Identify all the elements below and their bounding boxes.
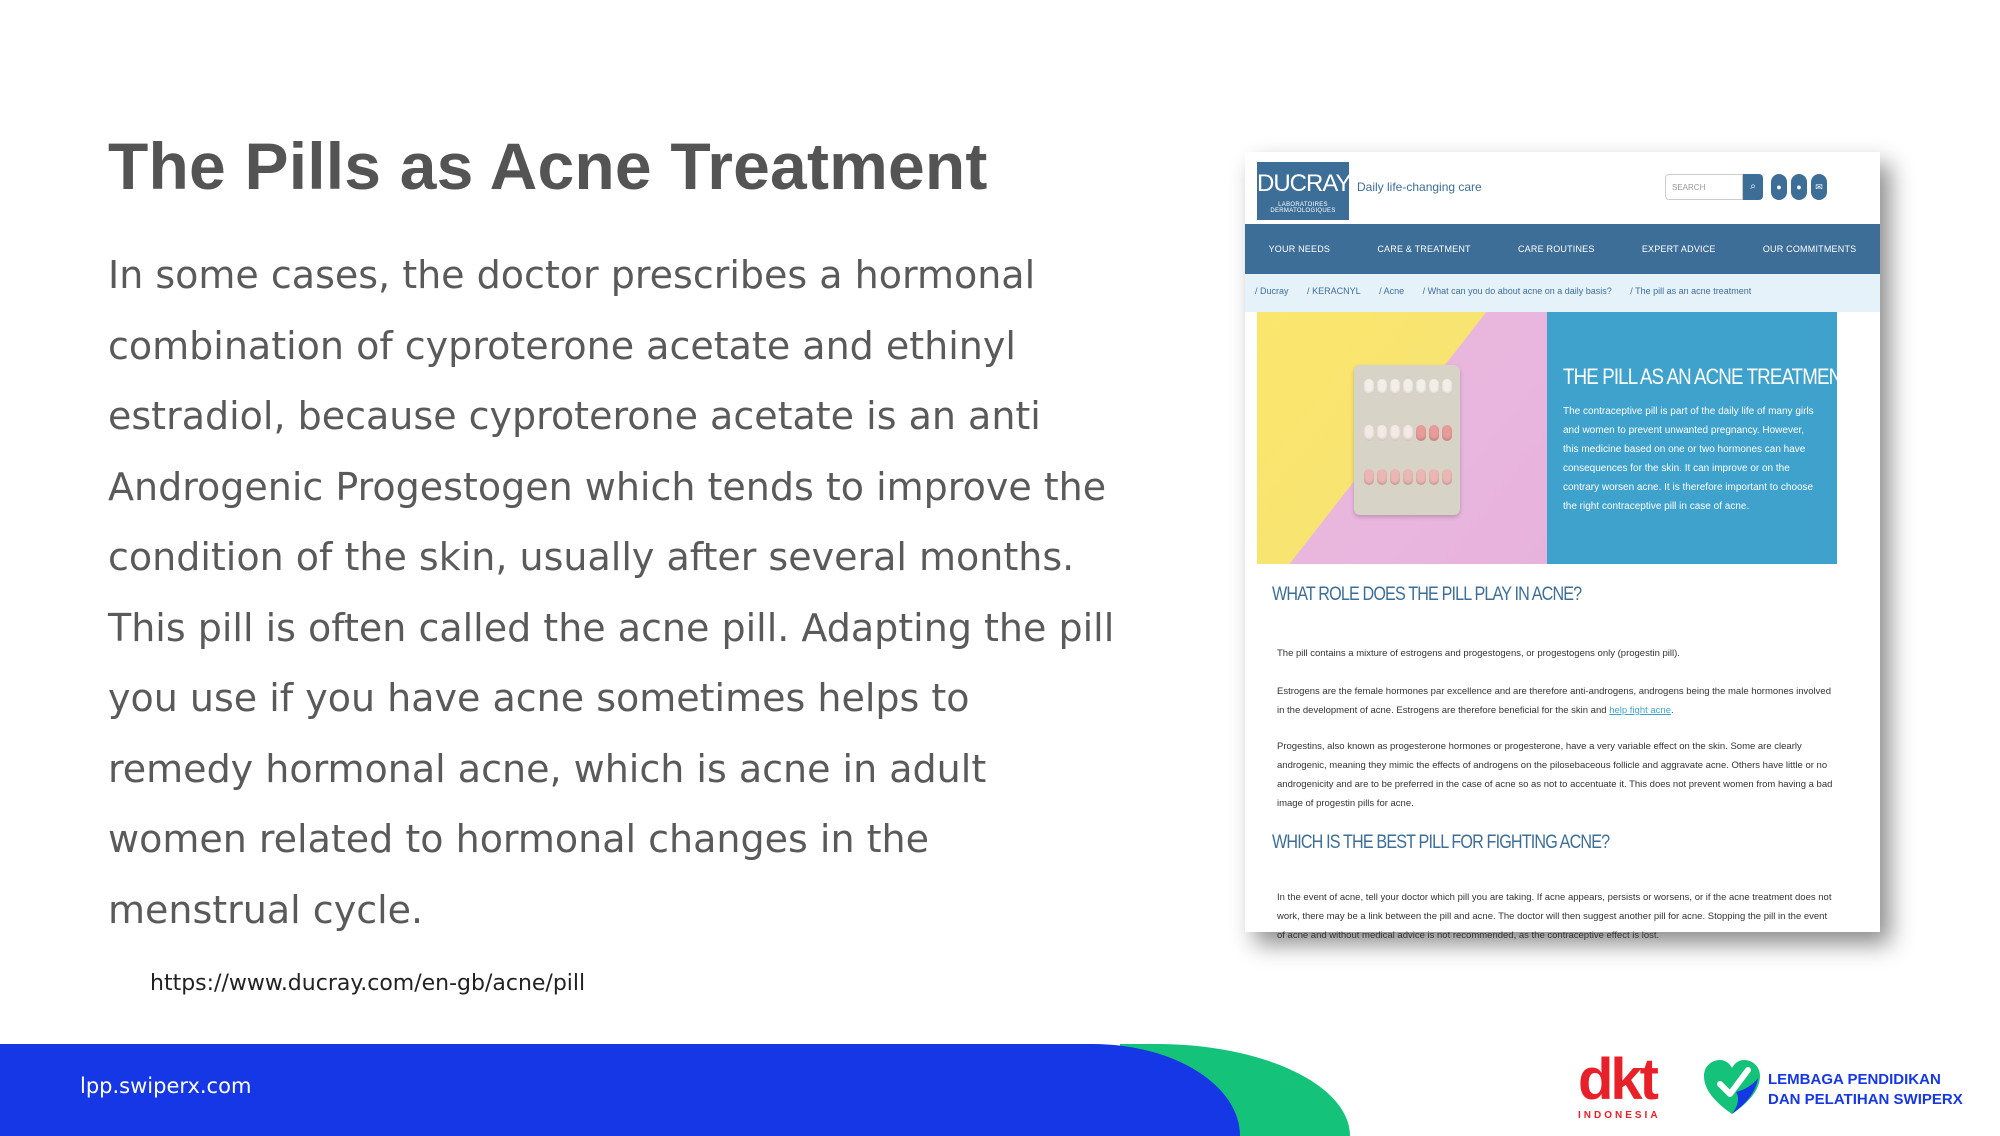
pill-dot — [1364, 379, 1374, 395]
pill-blister-pack — [1354, 365, 1460, 515]
paragraph-end: . — [1670, 705, 1674, 716]
pill-dot — [1429, 425, 1439, 441]
mail-icon: ✉ — [1811, 174, 1827, 200]
lembaga-line1: LEMBAGA PENDIDIKAN — [1768, 1071, 1941, 1088]
lembaga-logo — [1702, 1058, 1992, 1118]
pill-dot — [1403, 425, 1413, 441]
website-screenshot — [1245, 152, 1880, 941]
paragraph: The pill contains a mixture of estrogens and progestogens, or progestogens only (progestin pill). — [1277, 648, 1680, 659]
nav-item-advice: EXPERT ADVICE — [1641, 244, 1716, 254]
ducray-tagline: Daily life-changing care — [1357, 180, 1482, 194]
crumb: What can you do about acne on a daily basis? — [1427, 286, 1612, 296]
pill-dot — [1377, 425, 1387, 441]
pill-pack-image — [1257, 312, 1547, 564]
pill-dot — [1416, 379, 1426, 395]
crumb: Ducray — [1260, 286, 1289, 296]
pill-dot — [1442, 425, 1452, 441]
source-link[interactable]: https://www.ducray.com/en-gb/acne/pill — [150, 971, 586, 996]
footer-url[interactable]: lpp.swiperx.com — [80, 1074, 252, 1098]
hero-description: The contraceptive pill is part of the daily life of many girls and women to prevent unwanted pregnancy. However, this medicine based on one or two hormones can have consequences for the skin. It can improve or on the contrary worsen acne. It is therefore important to choose the right contraceptive pill in case of acne. — [1563, 406, 1814, 512]
search-icon: ⌕ — [1743, 174, 1763, 200]
screenshot-nav — [1245, 224, 1880, 274]
nav-item-needs: YOUR NEEDS — [1268, 244, 1331, 254]
heart-shield-icon — [1702, 1058, 1762, 1118]
slide-title: The Pills as Acne Treatment — [108, 129, 988, 203]
ducray-logo-text: DUCRAY — [1257, 170, 1351, 197]
lembaga-line2: DAN PELATIHAN SWIPERX — [1768, 1091, 1963, 1108]
hero-title: THE PILL AS AN ACNE TREATMENT — [1563, 364, 1852, 389]
location-icon: ● — [1771, 174, 1787, 200]
pill-dot — [1429, 379, 1439, 395]
dkt-logo-subtext: INDONESIA — [1578, 1110, 1661, 1121]
ducray-logo-subtext: LABORATOIRES DERMATOLOGIQUES — [1270, 202, 1336, 214]
nav-item-care: CARE & TREATMENT — [1377, 244, 1471, 254]
dkt-logo-text: dkt — [1578, 1047, 1656, 1112]
screenshot-breadcrumb: / Ducray / KERACNYL / Acne / What can you do about acne on a daily basis? / The pill as an acne treatment — [1245, 274, 1880, 312]
pill-dot — [1442, 379, 1452, 395]
crumb: Acne — [1383, 286, 1405, 296]
pill-dot — [1416, 469, 1426, 485]
crumb: KERACNYL — [1312, 286, 1361, 296]
crumb: The pill as an acne treatment — [1635, 286, 1752, 296]
nav-item-routines: CARE ROUTINES — [1517, 244, 1595, 254]
paragraph — [1277, 682, 1837, 720]
dkt-logo — [1578, 1047, 1670, 1126]
pill-dot — [1390, 379, 1400, 395]
paragraph: Progestins, also known as progesterone hormones or progesterone, have a very variable effect on the skin. Some are clearly androgenic, meaning they mimic the effects of androgens on the pilosebaceous follicle and aggravate acne. Others have little or no androgenicity and are to be preferred in the case of acne so as not to accentuate it. This does not prevent women from having a bad image of progestin pills for acne. — [1277, 741, 1833, 809]
section-heading: WHAT ROLE DOES THE PILL PLAY IN ACNE? — [1272, 584, 1582, 605]
screenshot-search-input: SEARCH — [1665, 174, 1743, 200]
slide-body-text: In some cases, the doctor prescribes a hormonal combination of cyproterone acetate and ethinyl estradiol, because cyproterone acetate is an anti Androgenic Progestogen which tends to improve the condition of the skin, usually after several months. This pill is often called the acne pill. Adapting the pill you use if you have acne sometimes helps to remedy hormonal acne, which is acne in adult women related to hormonal changes in the menstrual cycle. — [108, 253, 1115, 932]
paragraph: In the event of acne, tell your doctor which pill you are taking. If acne appears, persists or worsens, or if the acne treatment does not work, there may be a link between the pill and acne. The doctor will then suggest another pill for acne. Stopping the pill in the event of acne and without medical advice is not recommended, as the contraceptive effect is lost. — [1277, 892, 1832, 941]
paragraph-text: Estrogens are the female hormones par excellence and are therefore anti-androgens, androgens being the male hormones involved in the development of acne. Estrogens are therefore beneficial for the skin and — [1277, 686, 1831, 716]
help-fight-acne-link[interactable]: help fight acne — [1609, 705, 1671, 716]
hero-banner — [1257, 312, 1852, 564]
pill-dot — [1442, 469, 1452, 485]
hero-panel — [1547, 312, 1852, 564]
pill-dot — [1377, 379, 1387, 395]
pill-dot — [1429, 469, 1439, 485]
pill-dot — [1390, 425, 1400, 441]
pill-dot — [1403, 379, 1413, 395]
pill-dot — [1390, 469, 1400, 485]
pill-dot — [1364, 425, 1374, 441]
screenshot-header — [1245, 152, 1880, 224]
pill-dot — [1377, 469, 1387, 485]
ducray-logo — [1257, 162, 1349, 220]
nav-item-commitments: OUR COMMITMENTS — [1762, 244, 1857, 254]
pin-icon: ● — [1791, 174, 1807, 200]
pill-dot — [1364, 469, 1374, 485]
pill-dot — [1416, 425, 1426, 441]
pill-dot — [1403, 469, 1413, 485]
section-heading: WHICH IS THE BEST PILL FOR FIGHTING ACNE? — [1272, 832, 1610, 853]
